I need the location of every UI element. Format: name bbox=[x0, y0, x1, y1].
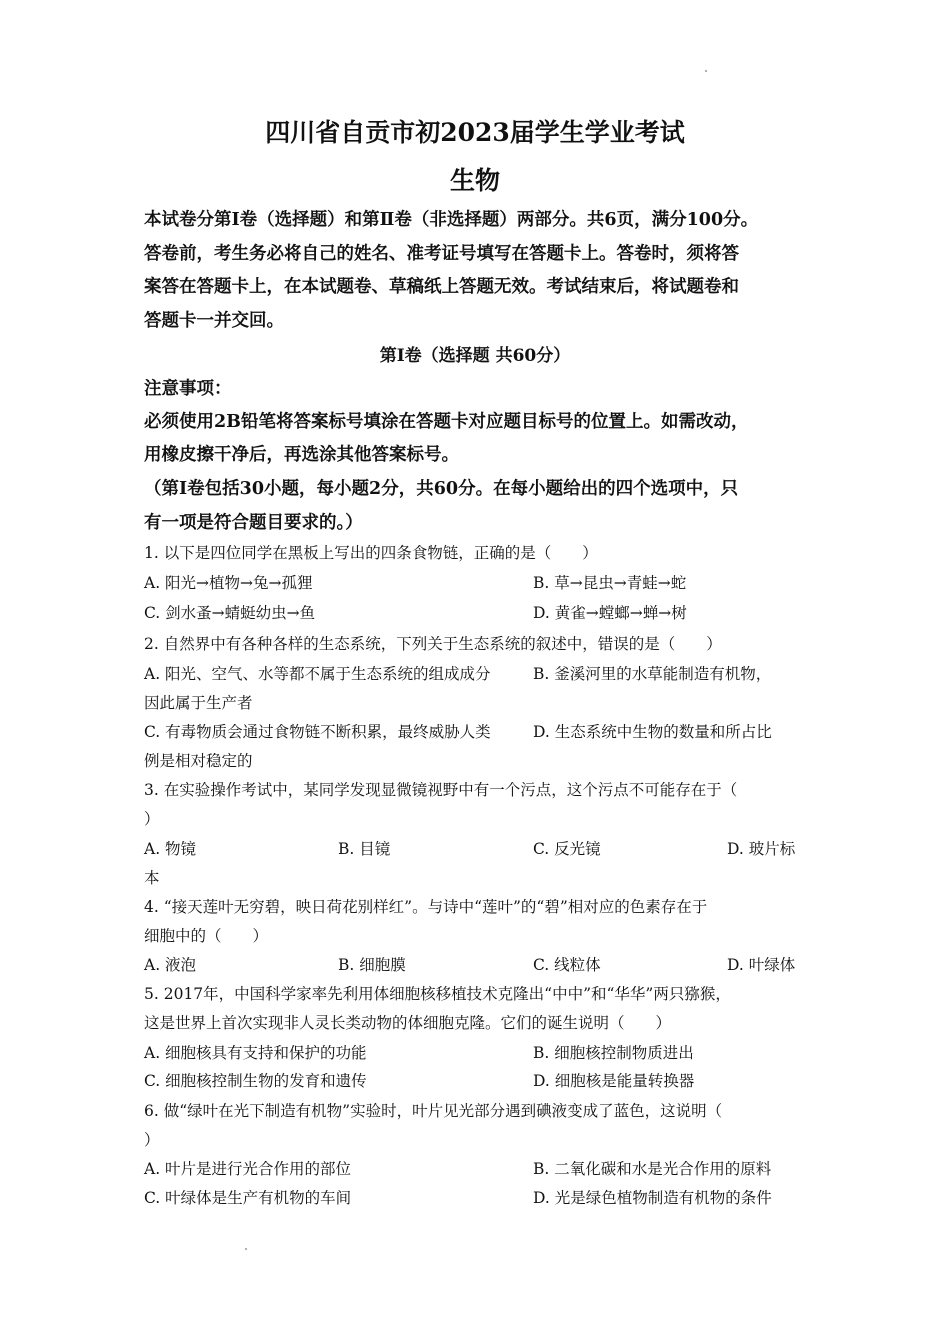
question-1-option-d: D. 黄雀→螳螂→蝉→树 bbox=[533, 604, 687, 622]
question-3-stem: 3. 在实验操作考试中，某同学发现显微镜视野中有一个污点，这个污点不可能存在于（ bbox=[144, 781, 738, 799]
question-5-stem-cont: 这是世界上首次实现非人灵长类动物的体细胞克隆。它们的诞生说明（ ） bbox=[144, 1014, 672, 1032]
intro-line: 答题卡一并交回。 bbox=[144, 311, 284, 331]
intro-line: 案答在答题卡上，在本试题卷、草稿纸上答题无效。考试结束后，将试题卷和 bbox=[144, 277, 739, 297]
question-3-option-b: B. 目镜 bbox=[338, 840, 391, 858]
question-2-option-b-cont: 因此属于生产者 bbox=[144, 694, 253, 712]
question-5-stem: 5. 2017年，中国科学家率先利用体细胞核移植技术克隆出“中中”和“华华”两只猕猴， bbox=[144, 985, 731, 1003]
question-3-stem-cont: ） bbox=[144, 810, 160, 828]
question-3-option-c: C. 反光镜 bbox=[533, 840, 601, 858]
question-2-option-d-cont: 例是相对稳定的 bbox=[144, 752, 253, 770]
question-6-stem-cont: ） bbox=[144, 1131, 160, 1149]
question-4-option-d: D. 叶绿体 bbox=[727, 956, 796, 974]
question-4-stem: 4. “接天莲叶无穷碧，映日荷花别样红”。与诗中“莲叶”的“碧”相对应的色素存在于 bbox=[144, 898, 708, 916]
section-title: 第Ⅰ卷（选择题 共60分） bbox=[379, 346, 571, 366]
question-3-option-d: D. 玻片标 bbox=[727, 840, 796, 858]
question-2-stem: 2. 自然界中有各种各样的生态系统，下列关于生态系统的叙述中，错误的是（ ） bbox=[144, 635, 722, 653]
notes-line: 有一项是符合题目要求的。） bbox=[144, 513, 363, 533]
question-4-option-a: A. 液泡 bbox=[144, 956, 197, 974]
question-2-option-c: C. 有毒物质会通过食物链不断积累，最终威胁人类 bbox=[144, 723, 491, 741]
question-6-option-d: D. 光是绿色植物制造有机物的条件 bbox=[533, 1189, 772, 1207]
question-2-option-b: B. 釜溪河里的水草能制造有机物， bbox=[533, 665, 772, 683]
question-2-option-d: D. 生态系统中生物的数量和所占比 bbox=[533, 723, 772, 741]
notes-line: 必须使用2B铅笔将答案标号填涂在答题卡对应题目标号的位置上。如需改动， bbox=[144, 412, 749, 432]
notes-line: （第Ⅰ卷包括30小题，每小题2分，共60分。在每小题给出的四个选项中，只 bbox=[144, 479, 739, 499]
question-6-option-a: A. 叶片是进行光合作用的部位 bbox=[144, 1160, 352, 1178]
question-4-stem-cont: 细胞中的（ ） bbox=[144, 927, 269, 945]
question-1-stem: 1. 以下是四位同学在黑板上写出的四条食物链，正确的是（ ） bbox=[144, 544, 598, 562]
question-5-option-d: D. 细胞核是能量转换器 bbox=[533, 1072, 695, 1090]
question-1-option-b: B. 草→昆虫→青蛙→蛇 bbox=[533, 574, 687, 592]
question-6-option-b: B. 二氧化碳和水是光合作用的原料 bbox=[533, 1160, 772, 1178]
question-6-stem: 6. 做“绿叶在光下制造有机物”实验时，叶片见光部分遇到碘液变成了蓝色，这说明（ bbox=[144, 1102, 723, 1120]
question-1-option-a: A. 阳光→植物→兔→孤狸 bbox=[144, 574, 313, 592]
scan-speck bbox=[245, 1248, 247, 1250]
exam-title: 四川省自贡市初2023届学生学业考试 bbox=[265, 118, 685, 147]
question-5-option-b: B. 细胞核控制物质进出 bbox=[533, 1044, 694, 1062]
question-3-option-d-cont: 本 bbox=[144, 869, 160, 887]
notes-heading: 注意事项： bbox=[144, 379, 232, 399]
question-4-option-c: C. 线粒体 bbox=[533, 956, 601, 974]
question-5-option-a: A. 细胞核具有支持和保护的功能 bbox=[144, 1044, 367, 1062]
question-3-option-a: A. 物镜 bbox=[144, 840, 197, 858]
intro-line: 本试卷分第Ⅰ卷（选择题）和第Ⅱ卷（非选择题）两部分。共6页，满分100分。 bbox=[144, 210, 759, 230]
subject-title: 生物 bbox=[449, 166, 500, 195]
question-6-option-c: C. 叶绿体是生产有机物的车间 bbox=[144, 1189, 352, 1207]
question-1-option-c: C. 剑水蚤→蜻蜓幼虫→鱼 bbox=[144, 604, 316, 622]
intro-line: 答卷前，考生务必将自己的姓名、准考证号填写在答题卡上。答卷时，须将答 bbox=[144, 244, 739, 264]
question-5-option-c: C. 细胞核控制生物的发育和遗传 bbox=[144, 1072, 367, 1090]
notes-line: 用橡皮擦干净后，再选涂其他答案标号。 bbox=[144, 445, 459, 465]
question-2-option-a: A. 阳光、空气、水等都不属于生态系统的组成成分 bbox=[144, 665, 491, 683]
scan-speck bbox=[705, 70, 707, 72]
question-4-option-b: B. 细胞膜 bbox=[338, 956, 406, 974]
